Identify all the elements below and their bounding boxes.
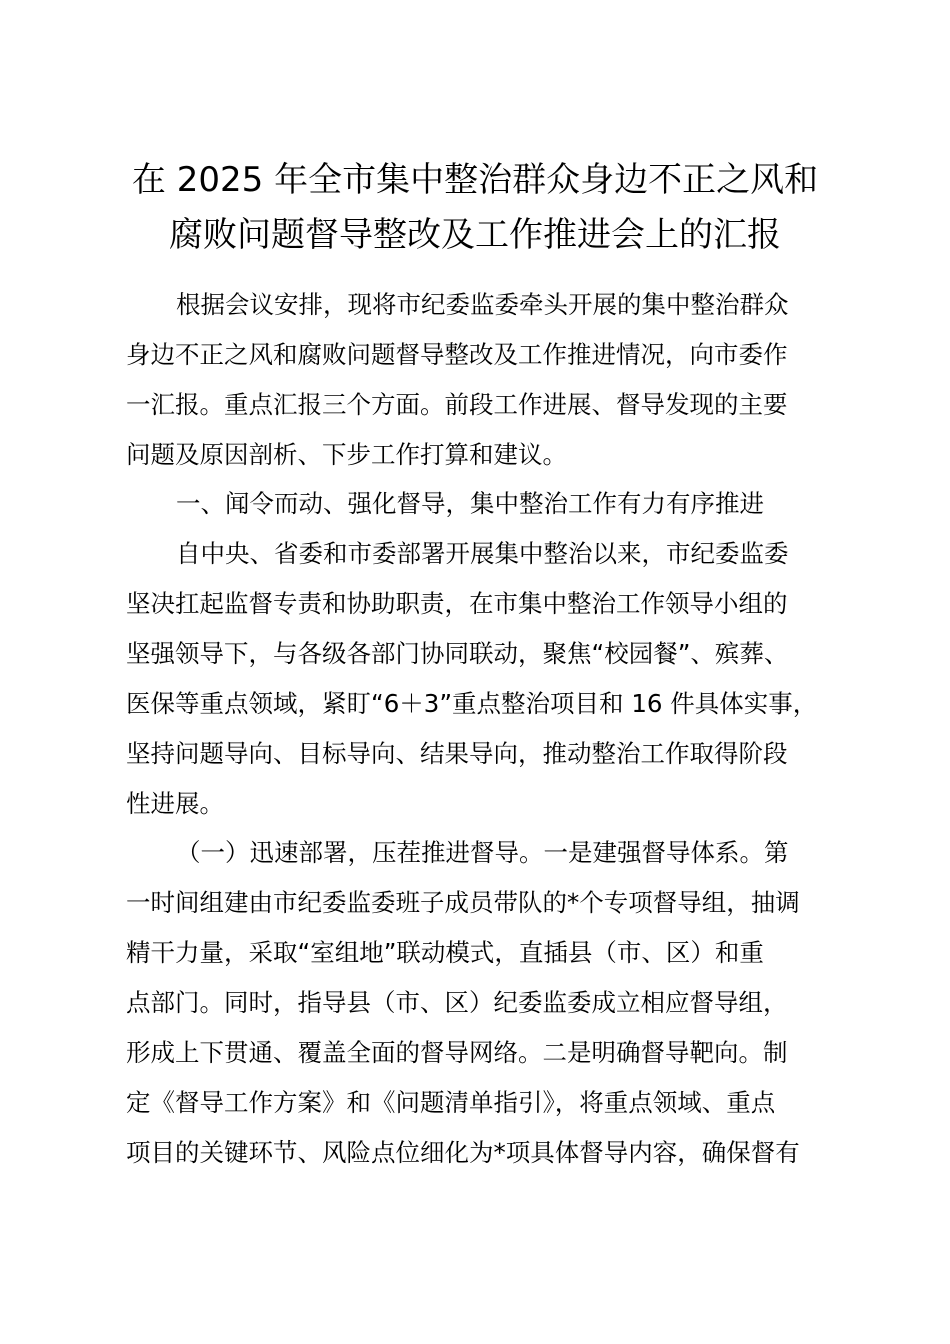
paragraph-line: 一汇报。重点汇报三个方面。前段工作进展、督导发现的主要 — [126, 390, 788, 419]
paragraph-intro — [126, 280, 846, 480]
section-heading-line: 一、闻令而动、强化督导，集中整治工作有力有序推进 — [176, 489, 764, 518]
paragraph-line: 问题及原因剖析、下步工作打算和建议。 — [126, 440, 567, 469]
paragraph-line: 自中央、省委和市委部署开展集中整治以来，市纪委监委 — [176, 539, 789, 568]
paragraph-subsection-1 — [126, 828, 846, 1178]
paragraph-line: 坚持问题导向、目标导向、结果导向，推动整治工作取得阶段 — [126, 739, 788, 768]
paragraph-line: 身边不正之风和腐败问题督导整改及工作推进情况，向市委作 — [126, 340, 788, 369]
paragraph-line: 精干力量，采取“室组地”联动模式，直插县（市、区）和重 — [126, 938, 764, 967]
paragraph-section-1-body — [126, 529, 846, 829]
paragraph-line: 性进展。 — [126, 789, 224, 818]
paragraph-line: 医保等重点领域，紧盯“6＋3”重点整治项目和 16 件具体实事， — [126, 689, 818, 718]
paragraph-line: 项目的关键环节、风险点位细化为*项具体督导内容，确保督有 — [126, 1138, 800, 1167]
document-title-line-1: 在 2025 年全市集中整治群众身边不正之风和 — [131, 160, 819, 200]
paragraph-line: （一）迅速部署，压茬推进督导。一是建强督导体系。第 — [176, 838, 789, 867]
paragraph-line: 根据会议安排，现将市纪委监委牵头开展的集中整治群众 — [176, 290, 789, 319]
section-heading-1 — [126, 479, 846, 529]
paragraph-line: 点部门。同时，指导县（市、区）纪委监委成立相应督导组， — [126, 988, 788, 1017]
paragraph-line: 定《督导工作方案》和《问题清单指引》，将重点领域、重点 — [126, 1088, 776, 1117]
paragraph-line: 坚强领导下，与各级各部门协同联动，聚焦“校园餐”、殡葬、 — [126, 639, 789, 668]
paragraph-line: 形成上下贯通、覆盖全面的督导网络。二是明确督导靶向。制 — [126, 1038, 788, 1067]
paragraph-line: 坚决扛起监督专责和协助职责，在市集中整治工作领导小组的 — [126, 589, 788, 618]
paragraph-line: 一时间组建由市纪委监委班子成员带队的*个专项督导组，抽调 — [126, 888, 800, 917]
document-title-line-2: 腐败问题督导整改及工作推进会上的汇报 — [169, 215, 781, 255]
